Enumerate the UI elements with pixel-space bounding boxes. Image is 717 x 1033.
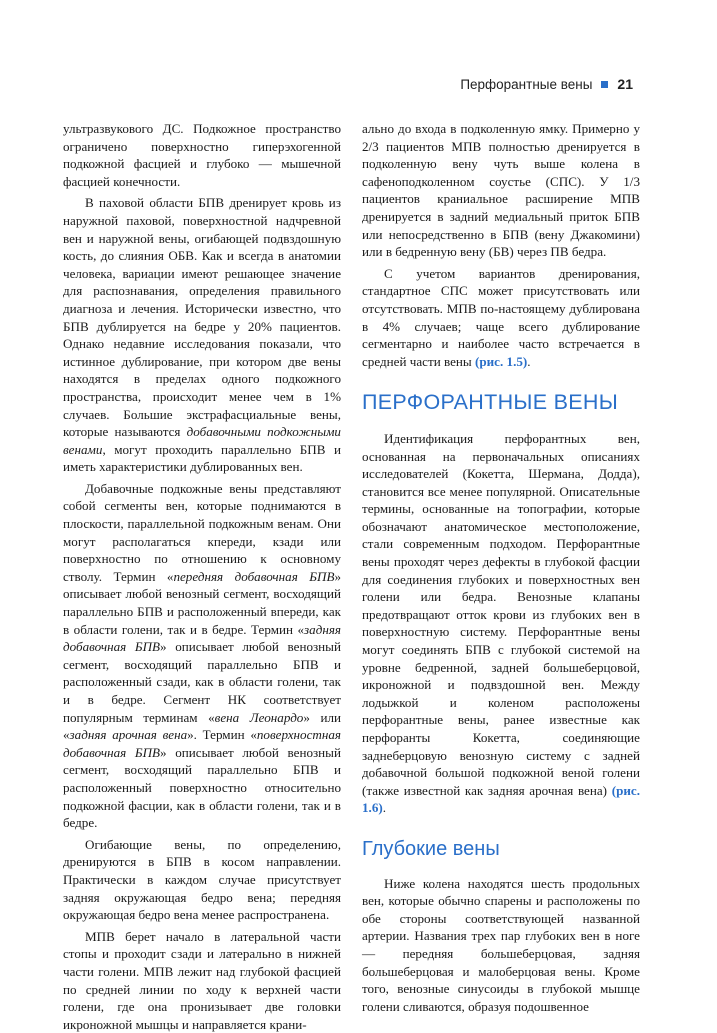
square-bullet-icon <box>601 81 608 88</box>
left-column <box>63 120 341 1033</box>
paragraph: ультразвукового ДС. Подкожное пространство ограничено поверхностно гиперэхогенной подкожной фасцией и глубоко — мышечной фасцией конечности. <box>63 121 341 189</box>
right-column <box>362 120 640 1015</box>
paragraph: Огибающие вены, по определению, дренируются в БПВ в косом направлении. Практически в каждом случае присутствует задняя окружающая бедро вена; передняя окружающая бедро вена менее распространена. <box>63 836 341 923</box>
figure-reference-link[interactable]: (рис. 1.6) <box>362 782 640 816</box>
italic-term: задняя арочная вена <box>69 727 188 743</box>
paragraph: Идентификация перфорантных вен, основанная на первоначальных описаниях исследователей (Кокетта, Шермана, Додда), становится все менее популярной. Описательные термины, основанные на топографии, которые обозначают анатомическое местоположение, стали современным подходом. Перфорантные вены проходят через дефекты в глубокой фасции для соединения глубоких и поверхностных вен голени или бедра. Венозные клапаны предотвращают отток крови из глубоких вен в поверхностную систему. Перфорантные вены могут соединять БПВ с глубокой системой на уровне бедренной, задней большеберцовой, икроножной и подвздошной вен. Между лодыжкой и коленом расположены перфорантные вены, ранее известные как перфоранты Кокетта, соединяющие заднеберцовую венозную систему с задней добавочной большой подкожной веной голени (также известной как задняя арочная вена) (рис. 1.6). <box>362 430 640 816</box>
italic-term: поверхностная добавочная БПВ <box>63 727 341 760</box>
page-number: 21 <box>617 76 633 92</box>
running-header-title: Перфорантные вены <box>460 76 593 92</box>
italic-term: задняя добавочная БПВ <box>63 621 341 655</box>
paragraph: С учетом вариантов дренирования, стандартное СПС может присутствовать или отсутствовать. МПВ по-настоящему дублирована в 4% случаев; чаще всего дублирование сегментарно и наиболее часто встречается в средней части вены (рис. 1.5). <box>362 265 640 369</box>
paragraph: Добавочные подкожные вены представляют собой сегменты вен, которые поднимаются в плоскости, параллельной подкожным венам. Они могут располагаться кпереди, кзади или поверхностно по отношению к основному стволу. Термин «передняя добавочная БПВ» описывает любой венозный сегмент, восходящий параллельно БПВ и расположенный впереди, как в области голени, так и в бедре. Термин «задняя добавочная БПВ» описывает любой венозный сегмент, восходящий параллельно БПВ и расположенный сзади, как в области голени, так и в бедре. Сегмент НК соответствует популярным терминам «вена Леонардо» или «задняя арочная вена». Термин «поверхностная добавочная БПВ» описывает любой венозный сегмент, восходящий параллельно БПВ и расположенный поверхностно относительно подкожной фасции, как в области голени, так и в бедре. <box>63 480 341 831</box>
paragraph: В паховой области БПВ дренирует кровь из наружной паховой, поверхностной надчревной вен и наружной вены, огибающей подвздошную кость, до слияния ОБВ. Как и всегда в анатомии человека, вариации имеют решающее значение для распознавания, определения правильного диагноза и лечения. Исторически известно, что БПВ дублируется на бедре у 20% пациентов. Однако недавние исследования показали, что истинное дублирование, при котором две вены находятся в пределах одного подкожного пространства, происходит менее чем в 1% случаев. Большие экстрафасциальные вены, которые называются добавочными подкожными венами, могут проходить параллельно БПВ и иметь характеристики дублированных вен. <box>63 195 341 475</box>
section-heading: ПЕРФОРАНТНЫЕ ВЕНЫ <box>362 390 619 415</box>
running-header <box>460 76 633 92</box>
italic-term: добавочными подкожными венами <box>63 424 341 457</box>
paragraph: Ниже колена находятся шесть продольных вен, которые обычно спарены и расположены по обе стороны соответствующей названной артерии. Названия трех пар глубоких вен в ноге — передняя большеберцовая, задняя большеберцовая и малоберцовая вены. Кроме того, венозные синусоиды в глубокой мышце голени сливаются, образуя подошвенное <box>362 875 640 1014</box>
italic-term: передняя добавочная БПВ <box>173 568 335 584</box>
paragraph: ально до входа в подколенную ямку. Примерно у 2/3 пациентов МПВ полностью дренируется в подколенную вену чуть выше колена в сафеноподколенном соустье (СПС). У 1/3 пациентов краниальное расширение МПВ дренируется в задний медиальный приток БПВ или непосредственно в БПВ (вену Джакомини) или в бедренную вену (БВ) через ПВ бедра. <box>362 121 640 260</box>
figure-reference-link[interactable]: (рис. 1.5) <box>474 353 528 369</box>
subsection-heading: Глубокие вены <box>362 837 500 860</box>
italic-term: вена Леонардо <box>214 709 304 725</box>
paragraph: МПВ берет начало в латеральной части стопы и проходит сзади и латерально в нижней части голени. МПВ лежит над глубокой фасцией по средней линии по ходу к верхней части голени, где она пронизывает две головки икроножной мышцы и направляется крани- <box>63 928 341 1032</box>
